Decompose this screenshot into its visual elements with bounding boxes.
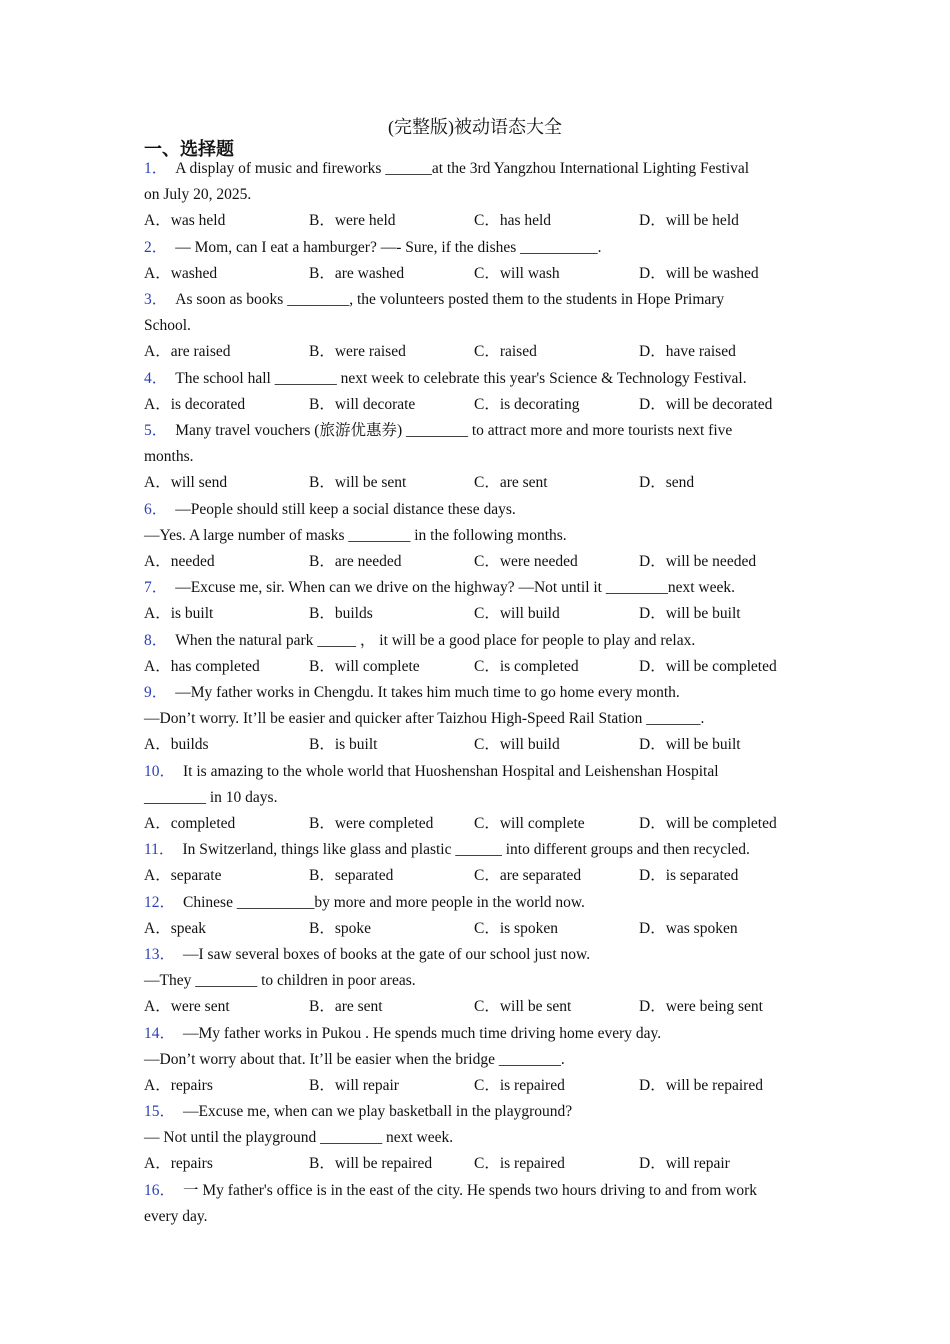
answer-option: B．is built [309,736,378,753]
question-stem-line [144,182,804,208]
question-number: 15． [144,1103,176,1120]
answer-options [144,601,804,628]
answer-option: C．will build [474,736,560,753]
answer-option: A．is built [144,605,214,622]
answer-option: A．needed [144,552,215,570]
question-stem-line [144,1178,804,1204]
question-stem-line [144,890,804,916]
answer-option: B．were raised [309,343,406,360]
answer-option: A．separate [144,867,222,884]
question-item [144,156,804,235]
question-stem-line [144,523,804,549]
answer-option: A．were sent [144,998,230,1015]
question-stem-text: —Don’t worry about that. It’ll be easier when the bridge ________. [144,1050,565,1068]
question-number: 8． [144,631,168,649]
answer-option: B．builds [309,605,373,622]
answer-options [144,549,804,576]
answer-option: D．will be completed [639,814,777,832]
question-stem-line [144,366,804,392]
answer-option: D．will be needed [639,552,757,570]
question-item [144,418,804,497]
question-stem-text: 一 My father's office is in the east of the city. He spends two hours driving to and from work [183,1181,758,1199]
answer-option: C．will complete [474,814,585,832]
answer-options [144,261,804,288]
question-number: 10． [144,762,176,780]
answer-option: D．will be repaired [639,1076,763,1094]
question-number: 1． [144,160,168,177]
question-item [144,628,804,681]
answer-option: D．is separated [639,867,739,884]
question-stem-line [144,1021,804,1047]
question-stem-line [144,1047,804,1073]
question-number: 12． [144,893,176,911]
question-stem-text: — Not until the playground ________ next week. [144,1129,454,1146]
question-stem-text: —My father works in Chengdu. It takes him much time to go home every month. [175,684,680,701]
answer-option: A．speak [144,919,206,937]
question-number: 6． [144,500,168,518]
answer-options [144,392,804,419]
answer-option: A．completed [144,814,236,832]
question-stem-text: The school hall ________ next week to celebrate this year's Science & Technology Festival. [175,369,747,387]
question-stem-text: When the natural park _____ ， it will be a good place for people to play and relax. [175,631,696,649]
question-stem-line [144,759,804,785]
question-stem-text: months. [144,448,194,465]
question-stem-line [144,418,804,444]
question-stem-line [144,837,804,863]
answer-options [144,916,804,943]
question-item [144,497,804,576]
question-number: 11． [144,841,175,858]
answer-option: C．will be sent [474,998,572,1015]
question-stem-text: —My father works in Pukou . He spends much time driving home every day. [183,1024,662,1042]
question-stem-line [144,156,804,182]
section-heading: 一、选择题 [144,139,234,159]
question-stem-line [144,235,804,261]
answer-option: B．will be repaired [309,1155,433,1172]
question-item [144,759,804,838]
answer-options [144,811,804,838]
answer-options [144,208,804,235]
answer-options [144,1073,804,1100]
question-stem-line [144,1099,804,1125]
answer-option: A．repairs [144,1076,213,1094]
answer-option: D．will be washed [639,264,759,282]
answer-option: C．will wash [474,264,560,282]
answer-option: B．were completed [309,814,434,832]
answer-options [144,339,804,366]
question-item [144,680,804,759]
question-list [144,156,804,1230]
answer-option: B．spoke [309,919,372,937]
question-item [144,890,804,943]
answer-option: C．are sent [474,474,548,491]
answer-option: A．was held [144,212,226,229]
question-stem-line [144,444,804,470]
answer-option: B．are needed [309,552,402,570]
answer-options [144,1151,804,1178]
answer-option: B．are washed [309,264,405,282]
question-stem-text: In Switzerland, things like glass and plastic ______ into different groups and then recycled. [182,841,750,858]
question-stem-text: School. [144,317,191,334]
answer-option: B．will decorate [309,395,416,413]
answer-options [144,470,804,497]
question-stem-text: —Don’t worry. It’ll be easier and quicker after Taizhou High-Speed Rail Station _______. [144,710,705,727]
answer-option: D．were being sent [639,998,763,1015]
answer-option: B．separated [309,867,394,884]
question-stem-line [144,497,804,523]
question-stem-text: —People should still keep a social distance these days. [175,500,516,518]
question-stem-line [144,968,804,994]
answer-option: B．will repair [309,1076,399,1094]
question-item [144,1099,804,1178]
question-number: 3． [144,291,168,308]
answer-option: C．is completed [474,657,579,675]
answer-option: B．will complete [309,657,420,675]
question-number: 16． [144,1181,176,1199]
question-number: 5． [144,422,168,439]
question-stem-text: —Yes. A large number of masks ________ in the following months. [144,526,567,544]
question-item [144,1178,804,1230]
answer-option: B．are sent [309,998,383,1015]
answer-option: A．are raised [144,343,231,360]
question-stem-text: A display of music and fireworks ______at the 3rd Yangzhou International Lighting Festival [175,160,750,177]
question-stem-text: every day. [144,1207,208,1225]
answer-option: C．is repaired [474,1076,565,1094]
answer-option: D．will repair [639,1155,730,1172]
question-stem-text: —Excuse me, sir. When can we drive on the highway? —Not until it ________next week. [175,579,736,596]
answer-option: D．send [639,474,695,491]
answer-option: C．is repaired [474,1155,565,1172]
question-number: 14． [144,1024,176,1042]
answer-option: C．were needed [474,552,578,570]
question-stem-line [144,785,804,811]
answer-options [144,863,804,890]
answer-option: B．will be sent [309,474,407,491]
question-stem-text: —Excuse me, when can we play basketball in the playground? [183,1103,573,1120]
answer-option: C．is spoken [474,919,558,937]
question-number: 13． [144,946,176,963]
question-stem-text: —I saw several boxes of books at the gate of our school just now. [183,946,591,963]
question-stem-line [144,628,804,654]
question-stem-text: ________ in 10 days. [144,788,278,806]
answer-option: A．repairs [144,1155,213,1172]
question-number: 4． [144,369,168,387]
answer-option: A．is decorated [144,395,246,413]
question-stem-line [144,942,804,968]
answer-option: A．has completed [144,657,260,675]
question-item [144,1021,804,1100]
answer-options [144,654,804,681]
answer-option: D．will be completed [639,657,777,675]
answer-option: C．are separated [474,867,582,884]
question-stem-text: —They ________ to children in poor areas. [144,972,416,989]
question-stem-text: Chinese __________by more and more people in the world now. [183,893,585,911]
answer-option: A．builds [144,736,209,753]
document-title: (完整版)被动语态大全 [388,117,562,137]
question-item [144,942,804,1021]
question-number: 2． [144,238,168,256]
question-stem-text: It is amazing to the whole world that Huoshenshan Hospital and Leishenshan Hospital [183,762,719,780]
answer-option: C．is decorating [474,395,580,413]
answer-option: C．will build [474,605,560,622]
answer-option: A．washed [144,264,218,282]
question-number: 7． [144,579,168,596]
question-item [144,837,804,890]
answer-option: D．will be built [639,736,741,753]
answer-option: B．were held [309,212,396,229]
question-stem-line [144,287,804,313]
question-stem-line [144,706,804,732]
answer-options [144,732,804,759]
question-stem-line [144,1125,804,1151]
answer-option: D．have raised [639,343,736,360]
answer-option: C．has held [474,212,552,229]
question-item [144,575,804,628]
answer-option: D．will be held [639,212,739,229]
answer-option: D．will be decorated [639,395,773,413]
question-stem-text: As soon as books ________, the volunteers posted them to the students in Hope Primary [175,291,725,308]
question-item [144,287,804,366]
answer-option: D．will be built [639,605,741,622]
question-stem-text: on July 20, 2025. [144,186,252,203]
question-stem-line [144,680,804,706]
question-stem-line [144,575,804,601]
question-stem-line [144,1204,804,1230]
answer-option: C．raised [474,343,537,360]
question-item [144,366,804,419]
question-stem-text: Many travel vouchers (旅游优惠券) ________ to attract more and more tourists next five [175,422,733,439]
answer-options [144,994,804,1021]
question-number: 9． [144,684,168,701]
question-stem-text: — Mom, can I eat a hamburger? —- Sure, if the dishes __________. [175,238,602,256]
answer-option: A．will send [144,474,228,491]
question-item [144,235,804,288]
answer-option: D．was spoken [639,919,738,937]
question-stem-line [144,313,804,339]
